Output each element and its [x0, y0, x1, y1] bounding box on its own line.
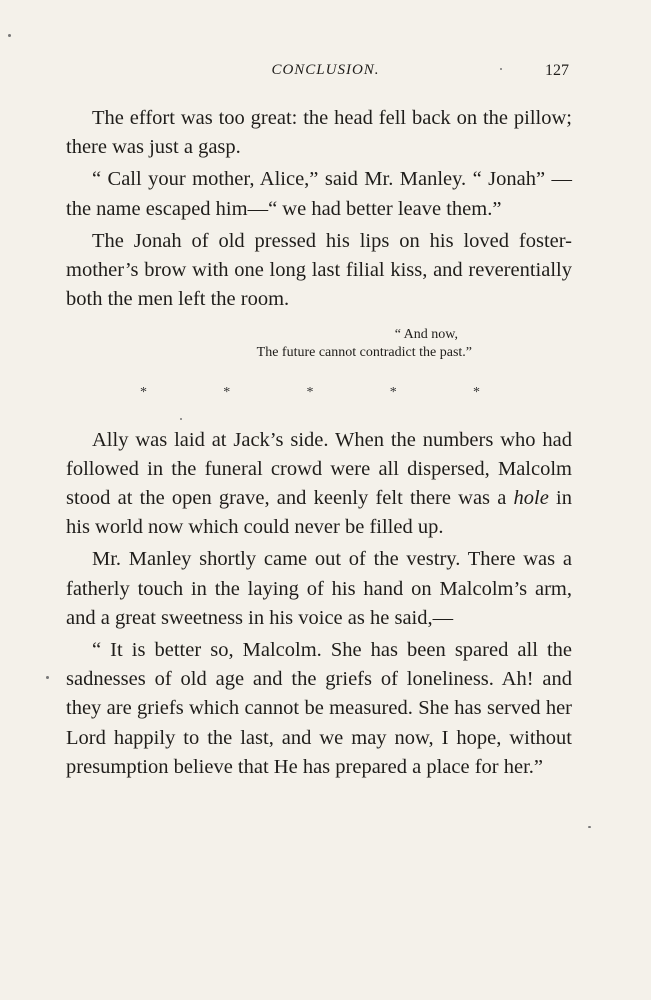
paragraph-4: [66, 426, 572, 543]
paper-speck: [8, 34, 11, 37]
page-number: 127: [545, 62, 569, 79]
asterisk: *: [140, 385, 147, 401]
paper-speck: [46, 676, 49, 679]
running-head: [0, 62, 651, 86]
asterisk: *: [473, 385, 480, 401]
section-break-asterisks: [140, 378, 480, 407]
poem-quote-line-2: The future cannot contradict the past.”: [256, 345, 472, 361]
paragraph-1: The effort was too great: the head fell back on the pillow; there was just a gasp.: [66, 107, 572, 159]
paragraph-6: “ It is better so, Malcolm. She has been spared all the sadnesses of old age and the griefs of loneliness. Ah! and they are griefs which cannot be measured. She has served her Lord happily to the last, and we may now, I hope, without presumption believe that He has prepared a place for her.”: [66, 639, 572, 778]
paper-speck: [588, 826, 591, 828]
asterisk: *: [306, 385, 314, 401]
paper-speck: [180, 418, 182, 420]
paragraph-2: “ Call your mother, Alice,” said Mr. Manley. “ Jonah” —the name escaped him—“ we had better leave them.”: [66, 168, 572, 220]
paper-speck: [500, 68, 502, 70]
asterisk: *: [223, 385, 231, 401]
paragraph-4-text-a: Ally was laid at Jack’s side. When the numbers who had followed in the funeral crowd were all dispersed, Malcolm stood at the open grave, and keenly felt there was a: [66, 428, 572, 510]
body-text: [66, 104, 572, 782]
asterisk: *: [389, 385, 397, 401]
poem-quote-line-1: “ And now,: [394, 327, 458, 343]
paragraph-5: Mr. Manley shortly came out of the vestry. There was a fatherly touch in the laying of his hand on Malcolm’s arm, and a great sweetness in his voice as he said,—: [66, 548, 572, 629]
poem-quote: [66, 326, 572, 362]
paragraph-3: The Jonah of old pressed his lips on his loved foster-mother’s brow with one long last filial kiss, and reverentially both the men left the room.: [66, 229, 572, 311]
chapter-title: CONCLUSION.: [271, 62, 380, 78]
paragraph-4-text-b: in his world now which could never be filled up.: [66, 487, 572, 539]
paragraph-4-italic: hole: [513, 487, 549, 510]
